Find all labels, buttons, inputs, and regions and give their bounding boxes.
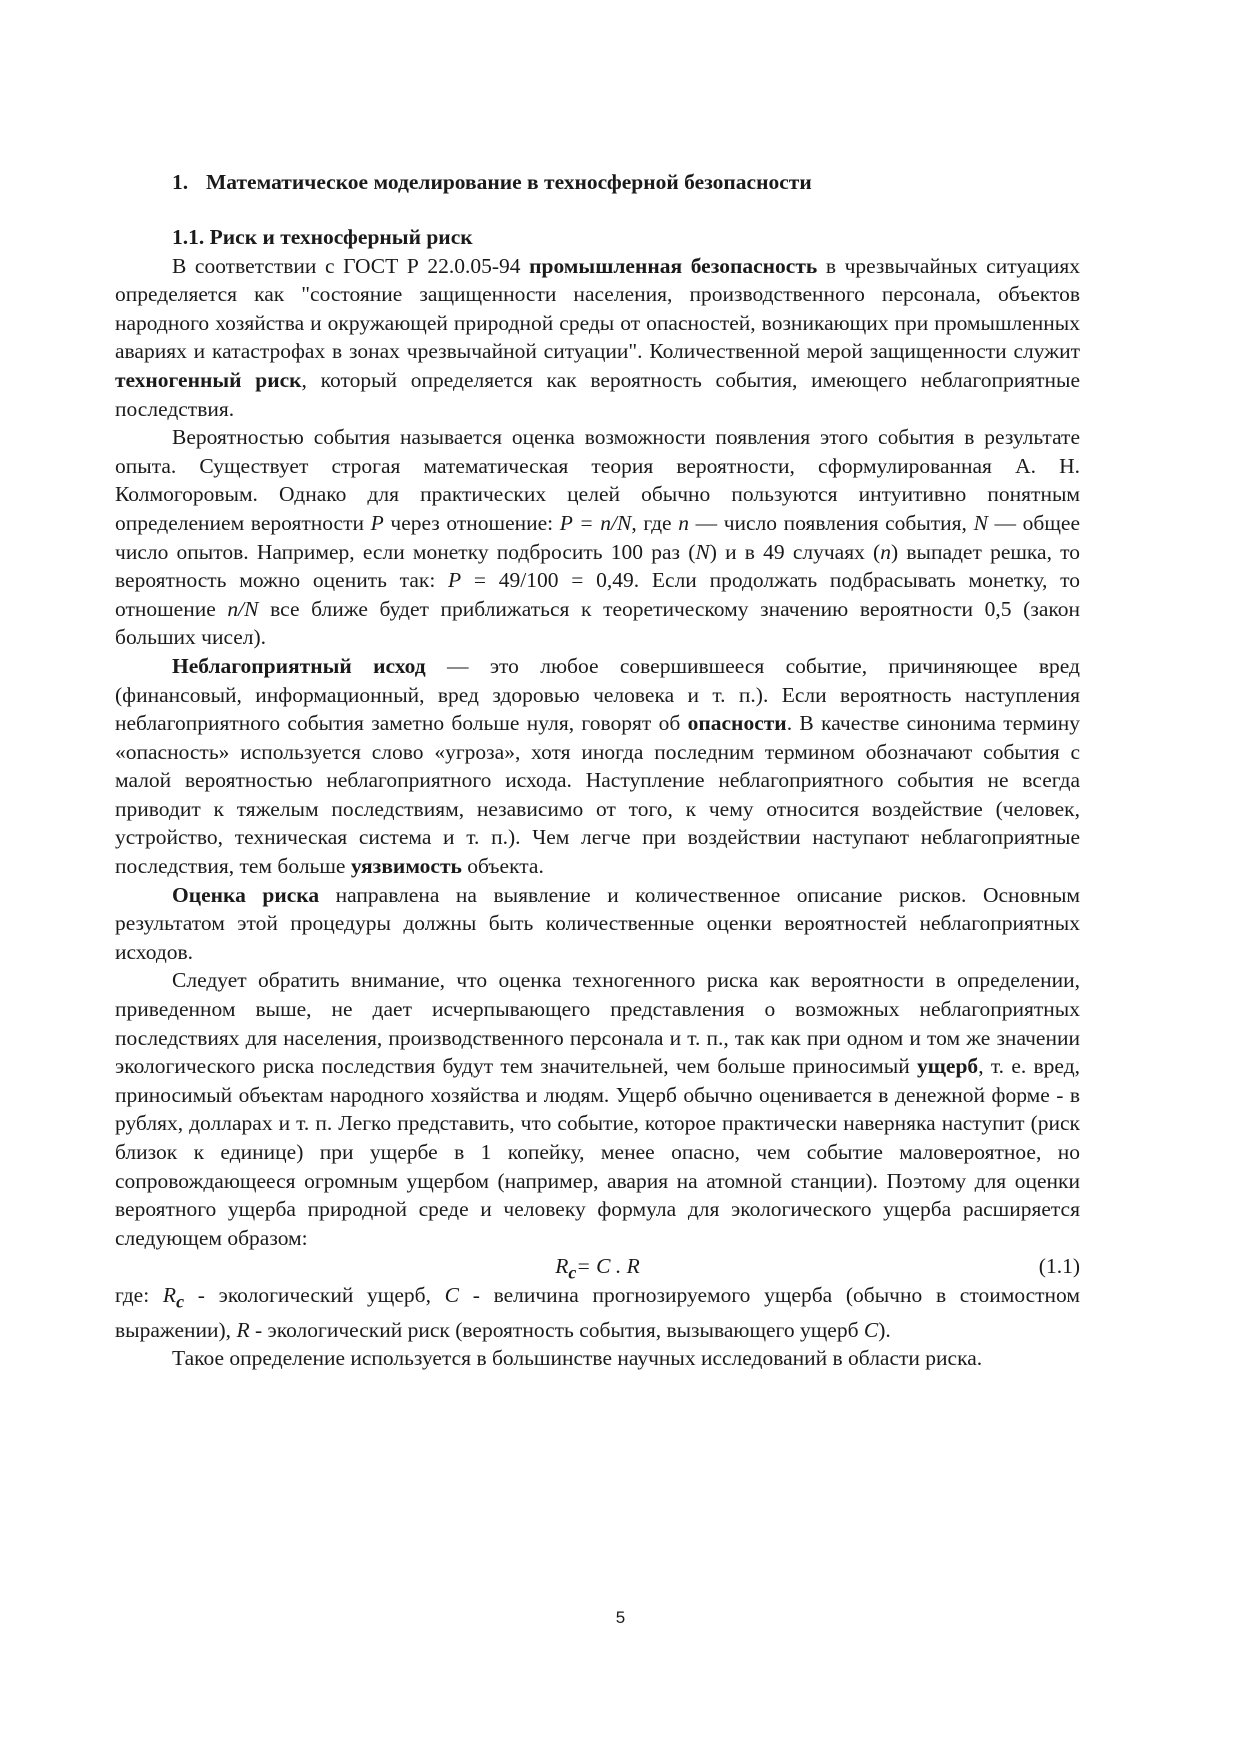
text-run: Такое определение используется в большинстве научных исследований в области риска.	[172, 1346, 983, 1371]
term-technogenic-risk: техногенный риск	[115, 367, 302, 392]
text-run: ) и в 49 случаях (	[709, 539, 881, 564]
math-var: P	[448, 568, 462, 593]
math-var: R	[236, 1317, 250, 1342]
term-adverse-outcome: Неблагоприятный исход	[172, 653, 426, 678]
paragraph-3	[115, 652, 1080, 881]
math-var: C	[444, 1282, 459, 1307]
math-var: N	[973, 510, 988, 535]
page-content	[115, 168, 1080, 1373]
formula-row	[115, 1252, 1080, 1281]
paragraph-6	[115, 1281, 1080, 1344]
math-var: R	[162, 1282, 177, 1307]
paragraph-4	[115, 881, 1080, 967]
term-danger: опасности	[687, 711, 787, 736]
math-var: N	[695, 539, 710, 564]
math-var: n	[678, 510, 689, 535]
text-run: объекта.	[461, 854, 544, 879]
text-run: , где	[631, 510, 679, 535]
paragraph-1	[115, 252, 1080, 424]
text-run: - экологический риск (вероятность события, вызывающего ущерб	[249, 1317, 864, 1342]
term-vulnerability: уязвимость	[350, 854, 462, 879]
math-subscript: c	[176, 1291, 185, 1312]
text-run: Следует обратить внимание, что оценка техногенного риска как вероятности в определении, приведенном выше, не дает исчерпывающего представления о возможных неблагоприятных последствиях для населения, производственного персонала и т. п., так как при одном и том же значении экологического риска последствия будут тем значительней, чем больше приносимый	[115, 968, 1080, 1079]
text-run: В соответствии с ГОСТ Р 22.0.05-94	[172, 253, 530, 278]
text-run: — это любое совершившееся событие, причиняющее вред (финансовый, информационный, вред здоровью человека и т. п.). Если вероятность наступления неблагоприятного события заметно больше нуля, говорят об	[115, 653, 1080, 736]
text-run: — общее число опытов. Например, если монетку подбросить 100 раз (	[115, 510, 1080, 564]
equation-number: (1.1)	[1038, 1254, 1080, 1279]
text-run: . В качестве синонима термину «опасность» используется слово «угроза», хотя иногда последним термином обозначают события с малой вероятностью неблагоприятного исхода. Наступление неблагоприятного события не всегда приводит к тяжелым последствиям, независимо от того, к чему относится воздействие (человек, устройство, техническая система и т. п.). Чем легче при воздействии наступают неблагоприятные последствия, тем больше	[115, 711, 1081, 879]
text-run: - величина прогнозируемого ущерба (обычно в стоимостном выражении),	[115, 1282, 1080, 1342]
paragraph-5	[115, 966, 1080, 1252]
term-damage: ущерб	[917, 1054, 979, 1079]
text-run: Вероятностью события называется оценка возможности появления этого события в результате опыта. Существует строгая математическая теория вероятности, сформулированная А. Н. Колмогоровым. Однако для практических целей обычно пользуются интуитивно понятным определением вероятности	[115, 425, 1080, 535]
text-run: , т. е. вред, приносимый объектам народного хозяйства и людям. Ущерб обычно оценивается в денежной форме - в рублях, долларах и т. п. Легко представить, что событие, которое практически наверняка наступит (риск близок к единице) при ущербе в 1 копейку, менее опасно, чем событие маловероятное, но сопровождающееся огромным ущербом (например, авария на атомной станции). Поэтому для оценки вероятного ущерба природной среде и человеку формула для экологического ущерба расширяется следующем образом:	[115, 1054, 1081, 1250]
text-run: где:	[115, 1282, 163, 1307]
formula-lhs-subscript: c	[568, 1262, 577, 1283]
term-risk-assessment: Оценка риска	[172, 882, 320, 907]
math-var: P	[370, 510, 384, 535]
text-run: направлена на выявление и количественное описание рисков. Основным результатом этой процедуры должны быть количественные оценки вероятностей неблагоприятных исходов.	[115, 882, 1080, 964]
subsection-heading: 1.1. Риск и техносферный риск	[172, 225, 473, 249]
formula-rhs: = C . R	[576, 1254, 640, 1279]
formula-lhs: R	[555, 1254, 569, 1279]
text-run: — число появления события,	[688, 510, 974, 535]
text-run: через отношение:	[383, 510, 560, 535]
text-run: - экологический ущерб,	[184, 1282, 445, 1307]
text-run: ) выпадет решка, то вероятность можно оценить так:	[115, 539, 1081, 593]
text-run: в чрезвычайных ситуациях определяется как "состояние защищенности населения, производственного персонала, объектов народного хозяйства и окружающей природной среды от опасностей, возникающих при промышленных авариях и катастрофах в зонах чрезвычайной ситуации". Количественной мерой защищенности служит	[115, 253, 1080, 364]
section-title: Математическое моделирование в техносферной безопасности	[206, 170, 812, 194]
formula	[115, 1252, 1080, 1287]
section-number: 1.	[172, 170, 189, 194]
math-var: n	[880, 539, 891, 564]
term-industrial-safety: промышленная безопасность	[529, 253, 818, 278]
math-expr: P = n/N	[559, 510, 632, 535]
text-run: ).	[878, 1317, 891, 1342]
paragraph-2	[115, 423, 1080, 652]
page-number: 5	[615, 1608, 626, 1627]
text-run: , который определяется как вероятность события, имеющего неблагоприятные последствия.	[115, 367, 1080, 421]
math-expr: n/N	[227, 596, 259, 621]
math-var: C	[863, 1317, 879, 1342]
text-run: = 49/100 = 0,49. Если продолжать подбрасывать монетку, то отношение	[115, 568, 1081, 621]
text-run: все ближе будет приближаться к теоретическому значению вероятности 0,5 (закон больших чисел).	[115, 596, 1080, 650]
paragraph-7	[115, 1344, 1080, 1373]
section-heading	[115, 168, 1080, 196]
